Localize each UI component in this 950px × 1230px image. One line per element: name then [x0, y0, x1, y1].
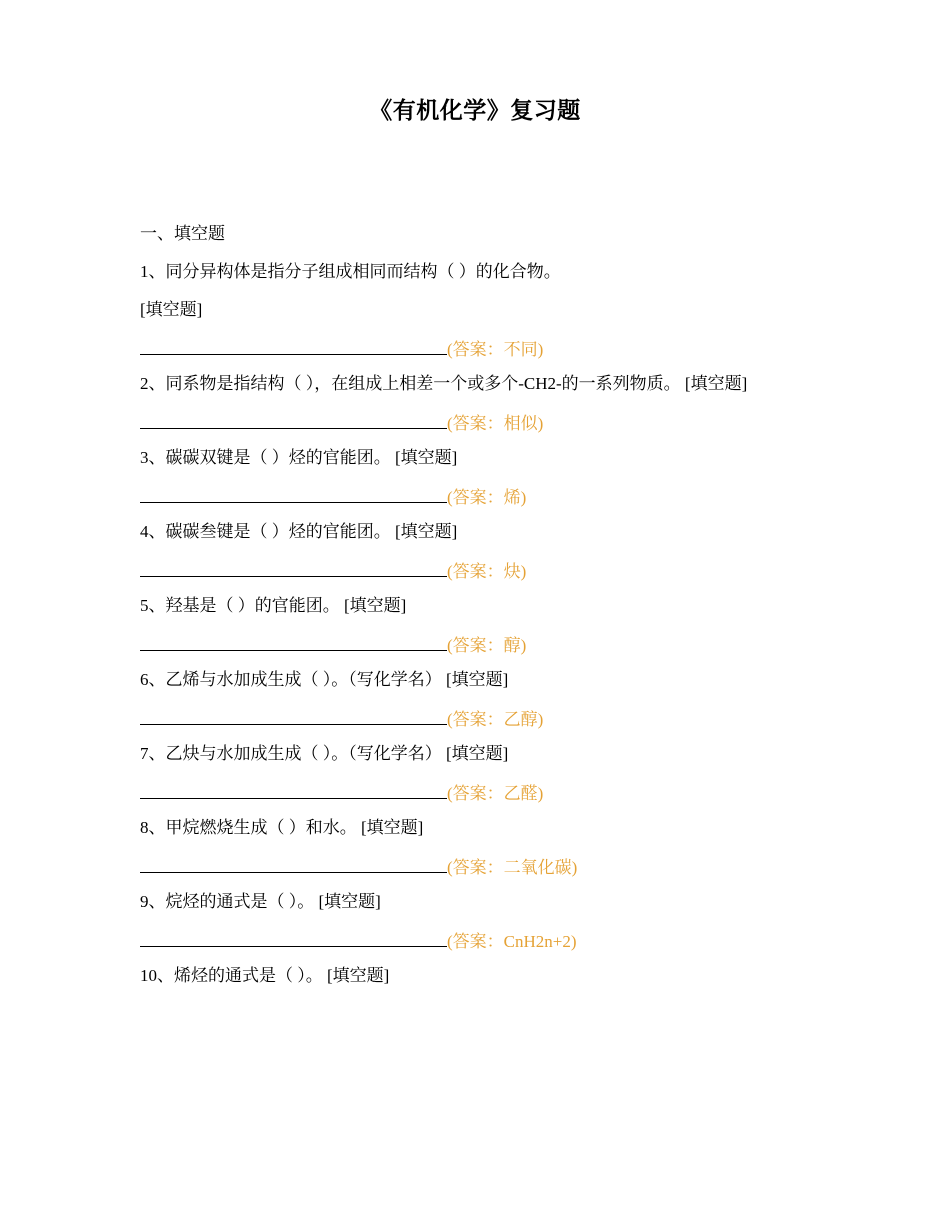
answer-line: [140, 632, 840, 656]
answer-text: (答案：二氧化碳): [447, 858, 578, 877]
answer-blank: [140, 336, 447, 355]
section-heading: 一、填空题: [140, 224, 225, 243]
answer-blank: [140, 410, 447, 429]
question-text: 4、碳碳叁键是（ ）烃的官能团。 [填空题]: [140, 522, 458, 541]
answer-blank: [140, 854, 447, 873]
question-text: 7、乙炔与水加成生成（ ）。（写化学名） [填空题]: [140, 744, 509, 763]
answer-blank: [140, 558, 447, 577]
document-title: 《有机化学》复习题: [369, 98, 581, 124]
answer-line: [140, 410, 840, 434]
question-text: 6、乙烯与水加成生成（ ）。（写化学名） [填空题]: [140, 670, 509, 689]
answer-blank: [140, 484, 447, 503]
question-text: 9、烷烃的通式是（ ）。 [填空题]: [140, 892, 381, 911]
answer-line: [140, 780, 840, 804]
answer-text: (答案：醇): [447, 636, 527, 655]
question-text: 2、同系物是指结构（ ），在组成上相差一个或多个-CH2-的一系列物质。 [填空题]: [140, 374, 748, 393]
answer-line: [140, 336, 840, 360]
answer-text: (答案：相似): [447, 414, 544, 433]
answer-line: [140, 484, 840, 508]
answer-text: (答案：不同): [447, 340, 544, 359]
answer-text: (答案：CnH2n+2): [447, 932, 577, 951]
answer-line: [140, 558, 840, 582]
document-content: [140, 222, 840, 1002]
answer-blank: [140, 706, 447, 725]
answer-line: [140, 928, 840, 952]
question-text: 1、同分异构体是指分子组成相同而结构（ ）的化合物。: [140, 262, 561, 281]
answer-blank: [140, 780, 447, 799]
question-type-tag: [填空题]: [140, 300, 203, 319]
answer-blank: [140, 632, 447, 651]
answer-line: [140, 706, 840, 730]
answer-text: (答案：乙醇): [447, 710, 544, 729]
answer-text: (答案：炔): [447, 562, 527, 581]
answer-blank: [140, 928, 447, 947]
question-text: 5、羟基是（ ）的官能团。 [填空题]: [140, 596, 407, 615]
answer-text: (答案：乙醛): [447, 784, 544, 803]
question-text: 8、甲烷燃烧生成（ ）和水。 [填空题]: [140, 818, 424, 837]
answer-text: (答案：烯): [447, 488, 527, 507]
question-text: 3、碳碳双键是（ ）烃的官能团。 [填空题]: [140, 448, 458, 467]
answer-line: [140, 854, 840, 878]
question-text: 10、烯烃的通式是（ ）。 [填空题]: [140, 966, 390, 985]
